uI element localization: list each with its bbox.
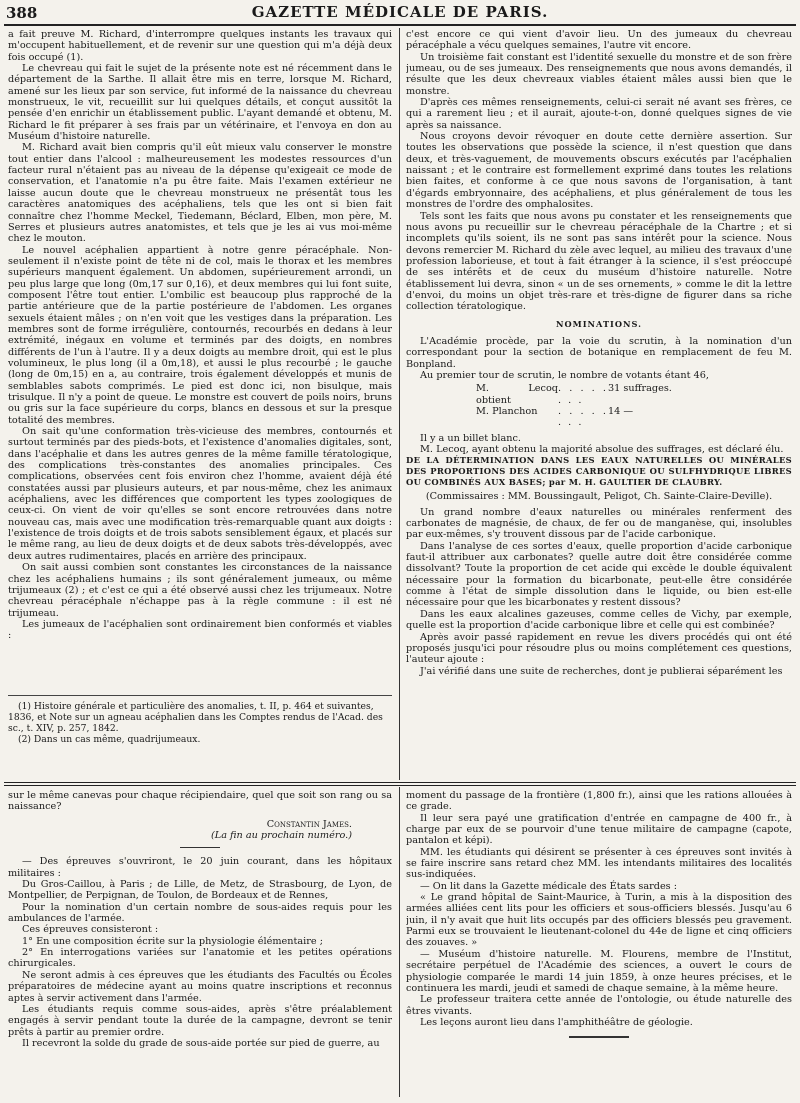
end-rule bbox=[569, 1036, 629, 1038]
paragraph: MM. les étudiants qui désirent se présenter à ces épreuves sont invités à se faire inscrire sans retard chez MM. les intendants militaires des localités sus-indiquées. bbox=[406, 846, 792, 881]
commissaires-note: (Commissaires : MM. Boussingault, Peligot, Ch. Sainte-Claire-Deville). bbox=[425, 491, 773, 503]
paragraph: Un grand nombre d'eaux naturelles ou minérales renferment des carbonates de magnésie, de chaux, de fer ou de manganèse, qui, insolubles par eux-mêmes, s'y trouvent dissous par de l'acide carbonique. bbox=[406, 506, 792, 541]
paragraph: « Le grand hôpital de Saint-Maurice, à Turin, a mis à la disposition des armées alliées cent lits pour les officiers et sous-officiers blessés. Jusqu'au 6 juin, il n'y avait que huit lits occupés par des officiers blessés peu gravement. Parmi eux se trouvaient le lieutenant-colonel du 44e de ligne et cinq officiers des zouaves. » bbox=[406, 892, 792, 949]
paragraph: — Des épreuves s'ouvriront, le 20 juin courant, dans les hôpitaux militaires : bbox=[8, 856, 392, 879]
paragraph: Les jumeaux de l'acéphalien sont ordinairement bien conformés et viables : bbox=[8, 618, 392, 642]
paragraph: Du Gros-Caillou, à Paris ; de Lille, de Metz, de Strasbourg, de Lyon, de Montpellier, de Perpignan, de Toulon, de Bordeaux et de Rennes, bbox=[8, 879, 392, 902]
section-rule bbox=[4, 782, 796, 783]
header-rule bbox=[4, 24, 796, 26]
footnote: (1) Histoire générale et particulière des anomalies, t. II, p. 464 et suivantes, 1836, et Note sur un agneau acéphalien dans les Comptes rendus de l'Acad. des sc., t. XIV, p. 257, 1842. bbox=[8, 701, 383, 734]
paragraph: M. Lecoq, ayant obtenu la majorité absolue des suffrages, est déclaré élu. bbox=[420, 444, 784, 456]
left-column bbox=[8, 29, 392, 689]
list-item: 2° En interrogations variées sur l'anatomie et les petites opérations chirurgicales. bbox=[8, 947, 392, 970]
author-signature: Constantin James. bbox=[266, 818, 352, 830]
vote-table bbox=[476, 383, 792, 428]
paragraph: Tels sont les faits que nous avons pu constater et les renseignements que nous avons pu recueillir sur le chevreau péracéphale de la Chartre ; et si incomplets qu'ils soient, ils ne sont pas sans intérêt pour la science. Nous devons remercier M. Richard du zèle avec lequel, au milieu des travaux d'une profession laborieuse, et tout à fait étranger à la science, il s'est préoccupé de ses intérêts et de ceux du muséum d'histoire naturelle. Notre établissement lui devra, sinon « un de ses ornements, » comme le dit la lettre d'envoi, du moins un objet très-rare et très-digne de figurer dans sa riche collection tératologique. bbox=[406, 210, 792, 313]
footnote-rule bbox=[8, 695, 392, 696]
vote-count: 14 — bbox=[608, 406, 634, 417]
paragraph: M. Richard avait bien compris qu'il eût mieux valu conserver le monstre tout entier dans l'alcool : malheureusement les modestes ressources d'un facteur rural n'étaient pas au niveau de la dépense qu'exigeait ce mode de conservation, et l'anatomie n'a pu être faite. Mais l'examen extérieur ne laisse aucun doute que le chevreau monstrueux ne présentât tous les caractères anatomiques des acéphaliens, tels que les ont si bien fait connaître chez l'homme Meckel, Tiedemann, Béclard, Elben, mon père, M. Serres et plusieurs autres anatomistes, et tels que je les ai vus moi-même chez le mouton. bbox=[8, 142, 392, 245]
paragraph: Il y a un billet blanc. bbox=[420, 432, 521, 444]
paragraph: Dans les eaux alcalines gazeuses, comme celles de Vichy, par exemple, quelle est la proportion d'acide carbonique libre et celle qui est combinée? bbox=[406, 608, 792, 632]
paragraph: Les leçons auront lieu dans l'amphithéâtre de géologie. bbox=[420, 1016, 693, 1028]
paragraph: Pour la nomination d'un certain nombre de sous-aides requis pour les ambulances de l'armée. bbox=[8, 901, 392, 925]
paragraph: On sait aussi combien sont constantes les circonstances de la naissance chez les acéphaliens humains ; ils sont généralement jumeaux, ou même trijumeaux (2) ; et c'est ce qui a été observé aussi chez les trijumeaux. Notre chevreau péracéphale n'échappe pas à la règle commune : il est né trijumeau. bbox=[8, 562, 392, 619]
paragraph: Après avoir passé rapidement en revue les divers procédés qui ont été proposés jusqu'ici pour résoudre plus ou moins complétement ces questions, l'auteur ajoute : bbox=[406, 631, 792, 666]
vote-row bbox=[476, 406, 792, 429]
bottom-left-column bbox=[8, 790, 392, 1095]
paragraph: D'après ces mêmes renseignements, celui-ci serait né avant ses frères, ce qui a rarement lieu ; et il aurait, ajoute-t-on, donné quelques signes de vie après sa naissance. bbox=[406, 97, 792, 131]
column-divider bbox=[399, 28, 400, 780]
list-item: 1° En une composition écrite sur la physiologie élémentaire ; bbox=[22, 935, 323, 947]
paragraph: c'est encore ce qui vient d'avoir lieu. Un des jumeaux du chevreau péracéphale a vécu quelques semaines, l'autre vit encore. bbox=[406, 29, 792, 52]
vote-count: 31 suffrages. bbox=[608, 383, 672, 395]
paragraph: Les étudiants requis comme sous-aides, après s'être préalablement engagés à servir pendant toute la durée de la campagne, devront se tenir prêts à partir au premier ordre. bbox=[8, 1003, 392, 1038]
journal-title: GAZETTE MÉDICALE DE PARIS. bbox=[251, 3, 549, 21]
article-title: DE LA DÉTERMINATION DANS LES EAUX NATURELLES OU MINÉRALES DES PROPORTIONS DES ACIDES CARBONIQUE OU SULFHYDRIQUE LIBRES OU COMBINÉS AUX BASES; par M. H. GAULTIER DE CLAUBRY. bbox=[406, 455, 792, 488]
vote-candidate: M. Planchon bbox=[476, 406, 538, 417]
paragraph: J'ai vérifié dans une suite de recherches, dont je publierai séparément les bbox=[420, 665, 783, 677]
paragraph: Au premier tour de scrutin, le nombre de votants étant 46, bbox=[420, 369, 709, 381]
paragraph: Le nouvel acéphalien appartient à notre genre péracéphale. Non-seulement il n'existe point de tête ni de col, mais le thorax et les membres supérieurs manquent également. Un abdomen, supérieurement arrondi, un peu plus large que long (0m,17 sur 0,16), et deux membres qui lui font suite, composent l'être tout entier. L'ombilic est beaucoup plus rapproché de la partie antérieure que de la partie postérieure de l'abdomen. Les organes sexuels étaient mâles ; on n'en voit que les vestiges dans la préparation. Les membres sont de forme irrégulière, contournés, recourbés en dedans à leur extrémité, inégaux en volume et terminés par des doigts, en nombres différents de l'un à l'autre. Il y a deux doigts au membre droit, qui est le plus volumineux, le plus long (il a 0m,18), et aussi le plus recourbé ; le gauche (long de 0m,15) en a, au contraire, trois également développés et munis de semblables sabots comprimés. Le pied est donc ici, non bisulque, mais trisulque. Il n'y a point de queue. Le monstre est couvert de poils noirs, bruns ou gris sur la face supérieure du corps, blancs en dessous et sur la presque totalité des membres. bbox=[8, 244, 392, 426]
section-rule bbox=[4, 785, 796, 786]
page-number: 388 bbox=[6, 4, 38, 22]
footnotes bbox=[8, 701, 392, 745]
vote-row bbox=[476, 383, 792, 406]
paragraph: Ne seront admis à ces épreuves que les étudiants des Facultés ou Écoles préparatoires de médecine ayant au moins quatre inscriptions et reconnus aptes à servir activement dans l'armée. bbox=[8, 969, 392, 1004]
paragraph: — Muséum d'histoire naturelle. M. Flourens, membre de l'Institut, secrétaire perpétuel de l'Académie des sciences, a ouvert le cours de physiologie comparée le mardi 14 juin 1859, à onze heures précises, et le continuera les mardi, jeudi et samedi de chaque semaine, à la même heure. bbox=[406, 948, 792, 994]
column-divider bbox=[399, 787, 400, 1097]
paragraph: L'Académie procède, par la voie du scrutin, à la nomination d'un correspondant pour la section de botanique en remplacement de feu M. Bonpland. bbox=[406, 335, 792, 370]
nominations-heading: NOMINATIONS. bbox=[556, 318, 642, 329]
paragraph: sur le même canevas pour chaque récipiendaire, quel que soit son rang ou sa naissance? bbox=[8, 790, 392, 813]
paragraph: Il leur sera payé une gratification d'entrée en campagne de 400 fr., à charge par eux de se pourvoir d'une tenue militaire de campagne (capote, pantalon et képi). bbox=[406, 812, 792, 847]
paragraph: Dans l'analyse de ces sortes d'eaux, quelle proportion d'acide carbonique faut-il attribuer aux carbonates? quelle autre doit être considérée comme dissolvant? Toute la proportion de cet acide qui excède le double équivalent nécessaire pour la formation du bicarbonate, peut-elle être considérée comme à l'état de simple dissolution dans le liquide, ou bien est-elle nécessaire pour que les bicarbonates y restent dissous? bbox=[406, 540, 792, 609]
paragraph: Ces épreuves consisteront : bbox=[22, 924, 159, 936]
paragraph: Nous croyons devoir révoquer en doute cette dernière assertion. Sur toutes les observations que possède la science, il n'est question que dans deux, et très-vaguement, de mouvements obscurs exécutés par l'acéphalien naissant ; et le contraire est formellement exprimé dans toutes les relations bien faites, et conforme à ce que nous savons de l'organisation, à tant d'égards embryonnaire, des acéphaliens, et plus généralement de tous les monstres de l'ordre des omphalosites. bbox=[406, 131, 792, 211]
paragraph: On sait qu'une conformation très-vicieuse des membres, contournés et surtout terminés par des pieds-bots, et l'existence d'anomalies digitales, sont, dans l'acéphalie et dans les autres genres de la même famille tératologique, des complications très-constantes des anomalies principales. Ces complications, observées cent fois environ chez l'homme, avaient déjà été constatées aussi par plusieurs auteurs, et par nous-même, chez les animaux acéphaliens, avec les différences que comportent les types zoologiques de ceux-ci. On vient de voir qu'elles se sont encore retrouvées dans notre nouveau cas, mais avec une modification très-remarquable quant aux doigts : l'existence de trois doigts et de trois sabots sensiblement égaux, et placés sur le même rang, au lieu de deux doigts et de deux sabots très-développés, avec deux autres rudimentaires, placés en arrière des principaux. bbox=[8, 426, 392, 562]
vote-candidate: M. Lecoq obtient bbox=[476, 383, 558, 406]
paragraph: Le chevreau qui fait le sujet de la présente note est né récemment dans le département de la Sarthe. Il allait être mis en terre, lorsque M. Richard, amené sur les lieux par son service, fut informé de la naissance du chevreau monstrueux, le vit, recueillit sur lui quelques détails, et conçut aussitôt la pensée d'en enrichir un établissement public. L'ayant demandé et obtenu, M. Richard le fit préparer à ses frais par un vétérinaire, et l'envoya en don au Muséum d'histoire naturelle. bbox=[8, 63, 392, 143]
paragraph: — On lit dans la Gazette médicale des États sardes : bbox=[420, 880, 677, 892]
paragraph: Un troisième fait constant est l'identité sexuelle du monstre et de son frère jumeau, ou de ses jumeaux. Des renseignements que nous avons demandés, il résulte que les deux chevreaux viables étaient mâles aussi bien que le monstre. bbox=[406, 51, 792, 97]
paragraph: Il recevront la solde du grade de sous-aide portée sur pied de guerre, au bbox=[22, 1037, 380, 1049]
paragraph: Le professeur traitera cette année de l'ontologie, ou étude naturelle des êtres vivants. bbox=[406, 994, 792, 1017]
separator-rule bbox=[180, 847, 220, 848]
vote-leader-dots: . . . . . . . . bbox=[558, 383, 608, 406]
vote-leader-dots: . . . . . . . . bbox=[558, 406, 608, 429]
right-column bbox=[406, 29, 792, 799]
paragraph: a fait preuve M. Richard, d'interrompre quelques instants les travaux qui m'occupent habituellement, et de revenir sur une question qui m'a déjà deux fois occupé (1). bbox=[8, 29, 392, 63]
page-header bbox=[0, 0, 800, 26]
footnote: (2) Dans un cas même, quadrijumeaux. bbox=[18, 734, 201, 745]
paragraph: moment du passage de la frontière (1,800 fr.), ainsi que les rations allouées à ce grade. bbox=[406, 790, 792, 813]
bottom-right-column bbox=[406, 790, 792, 1095]
continuation-note: (La fin au prochain numéro.) bbox=[210, 830, 352, 842]
